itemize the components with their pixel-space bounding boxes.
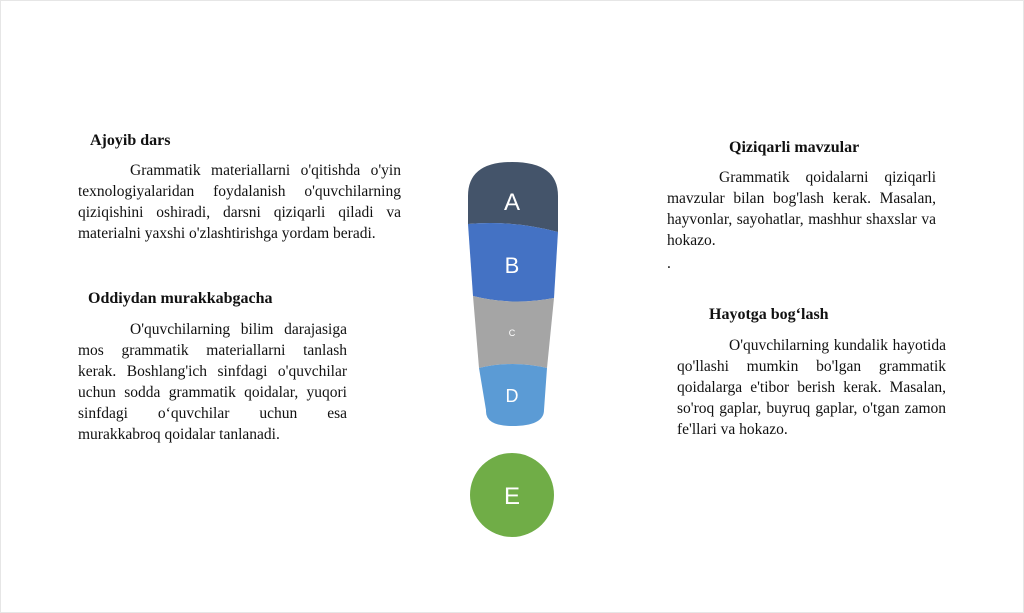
block-ajoyib-dars bbox=[78, 131, 401, 244]
block-oddiydan-murakkabgacha bbox=[78, 289, 347, 445]
label-d: D bbox=[505, 386, 519, 406]
block-qiziqarli-mavzular bbox=[667, 138, 936, 274]
block-title: Hayotga bog‘lash bbox=[709, 306, 829, 323]
block-title: Oddiydan murakkabgacha bbox=[88, 290, 273, 307]
label-b: B bbox=[504, 253, 520, 278]
label-e: E bbox=[503, 483, 521, 510]
block-text: O'quvchilarning kundalik hayotida qo'llashi mumkin bo'lgan grammatik qoidalarga e'tibor berish kerak. Masalan, so'roq gaplar, buyruq gaplar, o'tgan zamon fe'llari va hokazo. bbox=[677, 337, 946, 438]
exclamation-diagram bbox=[460, 160, 570, 540]
block-title: Qiziqarli mavzular bbox=[729, 139, 860, 156]
block-text: Grammatik qoidalarni qiziqarli mavzular bilan bog'lash kerak. Masalan, hayvonlar, sayohatlar, mashhur shaxslar va hokazo. bbox=[667, 169, 936, 249]
label-a: A bbox=[503, 189, 521, 216]
block-title: Ajoyib dars bbox=[90, 132, 171, 149]
label-c: C bbox=[508, 328, 516, 338]
block-text: Grammatik materiallarni o'qitishda o'yin texnologiyalaridan foydalanish o'quvchilarning qiziqishini oshiradi, darsni qiziqarli qiladi va materialni yaxshi o'zlashtirishga yordam beradi. bbox=[78, 162, 401, 242]
trailing-dot: . bbox=[667, 255, 671, 272]
block-hayotga-boglash bbox=[677, 305, 946, 440]
block-text: O'quvchilarning bilim darajasiga mos grammatik materiallarni tanlash kerak. Boshlang'ich sinfdagi o'quvchilar uchun sodda grammatik qoidalar, yuqori sinfdagi o‘quvchilar uchun esa murakkabroq qoidalar tanlanadi. bbox=[78, 321, 347, 443]
